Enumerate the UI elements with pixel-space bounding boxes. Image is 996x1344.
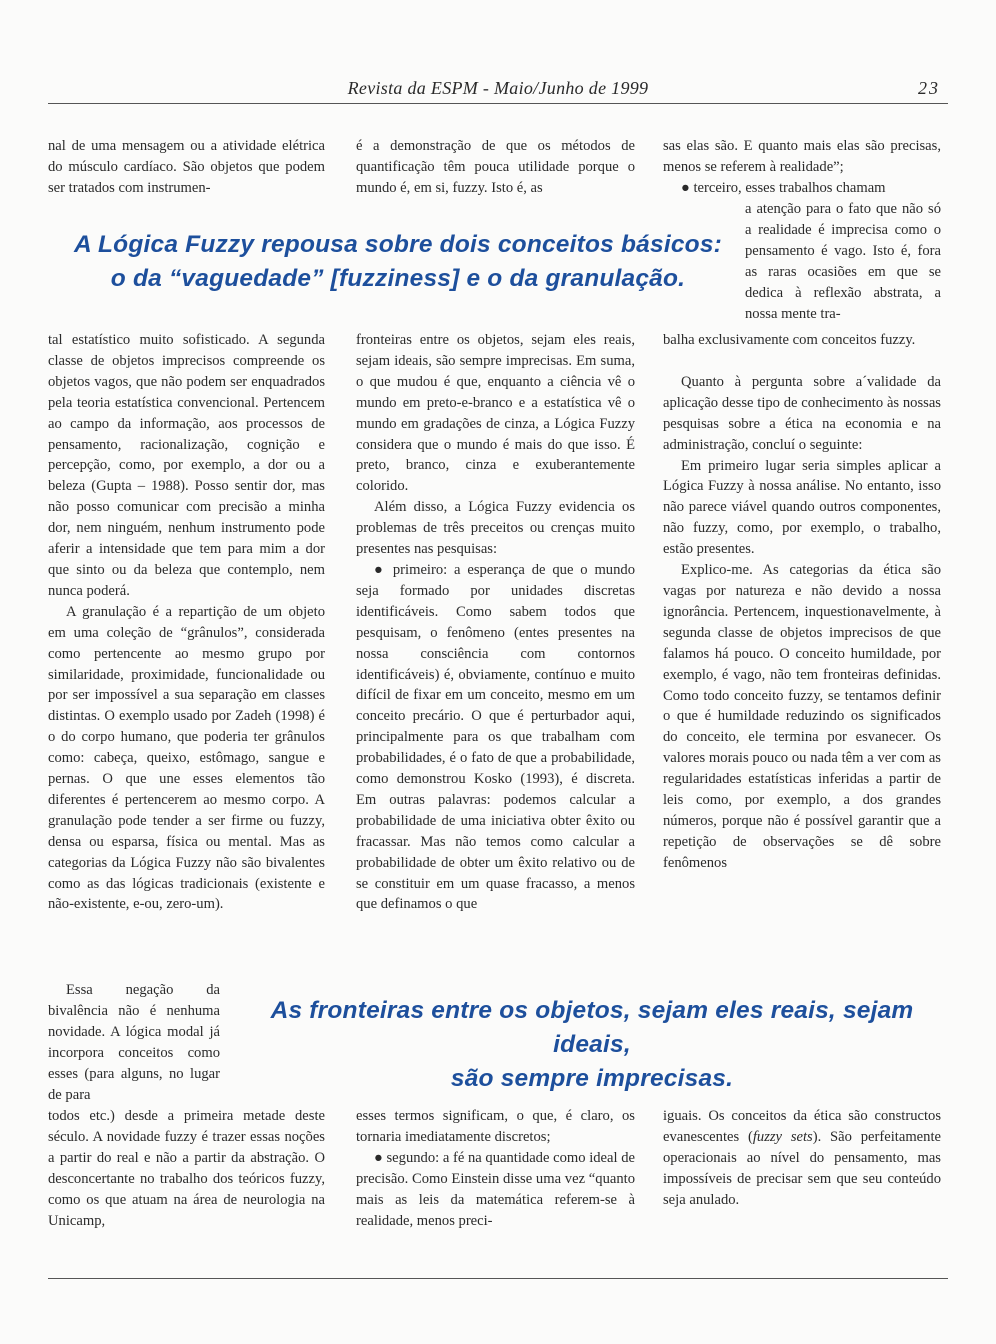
col1-body bbox=[48, 330, 325, 915]
text-run: iguais. Os conceitos da ética são constructos evanescentes ( bbox=[663, 1108, 941, 1145]
paragraph: balha exclusivamente com conceitos fuzzy. bbox=[663, 332, 916, 348]
col1-bottom-text bbox=[48, 1106, 325, 1231]
running-header bbox=[48, 78, 948, 102]
paragraph: A granulação é a repartição de um objeto em uma coleção de “grânulos”, considerada como pertencente ao mesmo grupo por similaridade, proximidade, funcionalidade ou por ser impossível a sua separação em classes distintas. O exemplo usado por Zadeh (1998) é o do corpo humano, que poderia ter grânulos como: cabeça, queixo, estômago, sangue e pernas. O que une esses elementos tão diferentes é pertencerem ao mesmo corpo. A granulação pode tender a ser firme ou fuzzy, densa ou esparsa, física ou mental. Mas as categorias da Lógica Fuzzy não são bivalentes como as das lógicas tradicionais (existente e não-existente, e-ou, zero-um). bbox=[48, 603, 325, 913]
paragraph: Essa negação da bivalência não é nenhuma novidade. A lógica modal já incorpora conceitos como esses (para alguns, no lugar de para bbox=[48, 982, 220, 1103]
header-rule bbox=[48, 103, 948, 104]
paragraph: Em primeiro lugar seria simples aplicar a Lógica Fuzzy à nossa análise. No entanto, isso não parece viável quando outros componentes, não fuzzy, como, por exemplo, o trabalho, estão presentes. bbox=[663, 457, 941, 558]
footer-rule bbox=[48, 1278, 948, 1279]
bullet-item: ● segundo: a fé na quantidade como ideal de precisão. Como Einstein disse uma vez “quanto mais as leis da matemática referem-se à realidade, menos preci- bbox=[356, 1149, 635, 1229]
paragraph: fronteiras entre os objetos, sejam eles reais, sejam ideais, são sempre imprecisas. Em suma, o que mudou é que, enquanto a ciência vê o mundo em preto-e-branco e a estatística vê o mundo em gradações de cinza, a Lógica Fuzzy considera que o mundo é mais do que isso. É preto, branco, cinza e exuberantemente colorido. bbox=[356, 332, 635, 495]
col2-body bbox=[356, 330, 635, 915]
paragraph: nal de uma mensagem ou a atividade elétrica do músculo cardíaco. São objetos que podem ser tratados com instrumen- bbox=[48, 138, 325, 196]
pull-quote-line: A Lógica Fuzzy repousa sobre dois conceitos básicos: bbox=[74, 231, 722, 258]
pull-quote-line: As fronteiras entre os objetos, sejam eles reais, sejam ideais, bbox=[270, 997, 914, 1058]
paragraph: tal estatístico muito sofisticado. A segunda classe de objetos imprecisos compreende os objetos vagos, que não podem ser enquadrados pela teoria estatística convencional. Pertencem ao campo da informação, aos processos de pensamento, racionalização, cognição e percepção, como, por exemplo, a dor ou a beleza (Gupta – 1988). Posso sentir dor, mas não posso comunicar com precisão a minha dor, nem ninguém, nenhum instrumento pode aferir a intensidade que tem para mim a dor que sinto ou da beleza que contemplo, nem nunca poderá. bbox=[48, 332, 325, 599]
pull-quote-2 bbox=[236, 994, 948, 1096]
text-run: ). São perfeitamente operacionais ao nível do pensamento, mas impossíveis de precisar sem que seu conteúdo seja anulado. bbox=[663, 1128, 941, 1208]
col2-bottom-text bbox=[356, 1106, 635, 1231]
paragraph: é a demonstração de que os métodos de quantificação têm pouca utilidade porque o mundo é, em si, fuzzy. Isto é, as bbox=[356, 138, 635, 196]
col3-body bbox=[663, 330, 941, 874]
col1-narrow-text bbox=[48, 980, 220, 1105]
pull-quote-line: são sempre imprecisas. bbox=[450, 1065, 734, 1092]
paragraph: sas elas são. E quanto mais elas são precisas, menos se referem à realidade”; bbox=[663, 138, 941, 175]
paragraph: todos etc.) desde a primeira metade deste século. A novidade fuzzy é trazer essas noções a partir do real e não a partir da abstração. O desconcertante no trabalho dos teóricos fuzzy, como os que atuam na área de neurologia na Unicamp, bbox=[48, 1108, 325, 1229]
paragraph: esses termos significam, o que, é claro, os tornaria imediatamente discretos; bbox=[356, 1108, 635, 1145]
paragraph: Quanto à pergunta sobre a´validade da aplicação desse tipo de conhecimento às nossas pesquisas sobre a ética na economia e na administração, concluí o seguinte: bbox=[663, 373, 941, 453]
page-number: 23 bbox=[918, 78, 940, 98]
col3-bottom-text bbox=[663, 1106, 941, 1211]
bullet-item: ● terceiro, esses trabalhos chamam bbox=[681, 179, 886, 196]
paragraph bbox=[663, 1106, 941, 1211]
col2-top-text bbox=[356, 136, 635, 199]
col3-top-text bbox=[663, 136, 941, 199]
pull-quote-line: o da “vaguedade” [fuzziness] e o da granulação. bbox=[110, 265, 686, 292]
col3-wrap-text bbox=[745, 199, 941, 324]
col1-top-text bbox=[48, 136, 325, 199]
journal-title: Revista da ESPM - Maio/Junho de 1999 bbox=[347, 78, 649, 98]
bullet-item: ● primeiro: a esperança de que o mundo seja formado por unidades discretas identificáveis. Como sabem todos que pesquisam, o fenômeno (entes presentes na nossa consciência com contornos identificáveis) é, obviamente, contínuo e muito difícil de fixar em um conceito, mesmo em um conceito precário. O que é perturbador aqui, principalmente para os que trabalham com probabilidades, é o fato de que a probabilidade, como demonstrou Kosko (1993), é discreta. Em outras palavras: podemos calcular a probabilidade de uma iniciativa obter êxito ou fracassar. Mas não temos como calcular a probabilidade de obter um êxito relativo ou de se constituir em um quase fracasso, a menos que definamos o que bbox=[356, 561, 635, 913]
italic-term: fuzzy sets bbox=[752, 1128, 813, 1145]
paragraph: a atenção para o fato que não só a realidade é imprecisa como o pensamento é vago. Isto é, fora as raras ocasiões em que se dedica à reflexão abstrata, a nossa mente tra- bbox=[745, 201, 941, 322]
paragraph: Além disso, a Lógica Fuzzy evidencia os problemas de três preceitos ou crenças muito presentes nas pesquisas: bbox=[356, 499, 635, 558]
pull-quote-1 bbox=[58, 228, 738, 296]
paragraph: Explico-me. As categorias da ética são vagas por natureza e não devido a nossa ignorância. Pertencem, inquestionavelmente, à segunda classe de objetos imprecisos de que falamos há pouco. O conceito humildade, por exemplo, é vago, não tem fronteiras definidas. Como todo conceito fuzzy, se tentamos definir o que é humildade reduzindo os significados do conceito, ele termina por esvanecer. Os valores morais pouco ou nada têm a ver com as regularidades estatísticas inferidas a partir de leis como, por exemplo, a dos grandes números, porque não é possível garantir que a repetição de observações se dê sobre fenômenos bbox=[663, 562, 941, 871]
